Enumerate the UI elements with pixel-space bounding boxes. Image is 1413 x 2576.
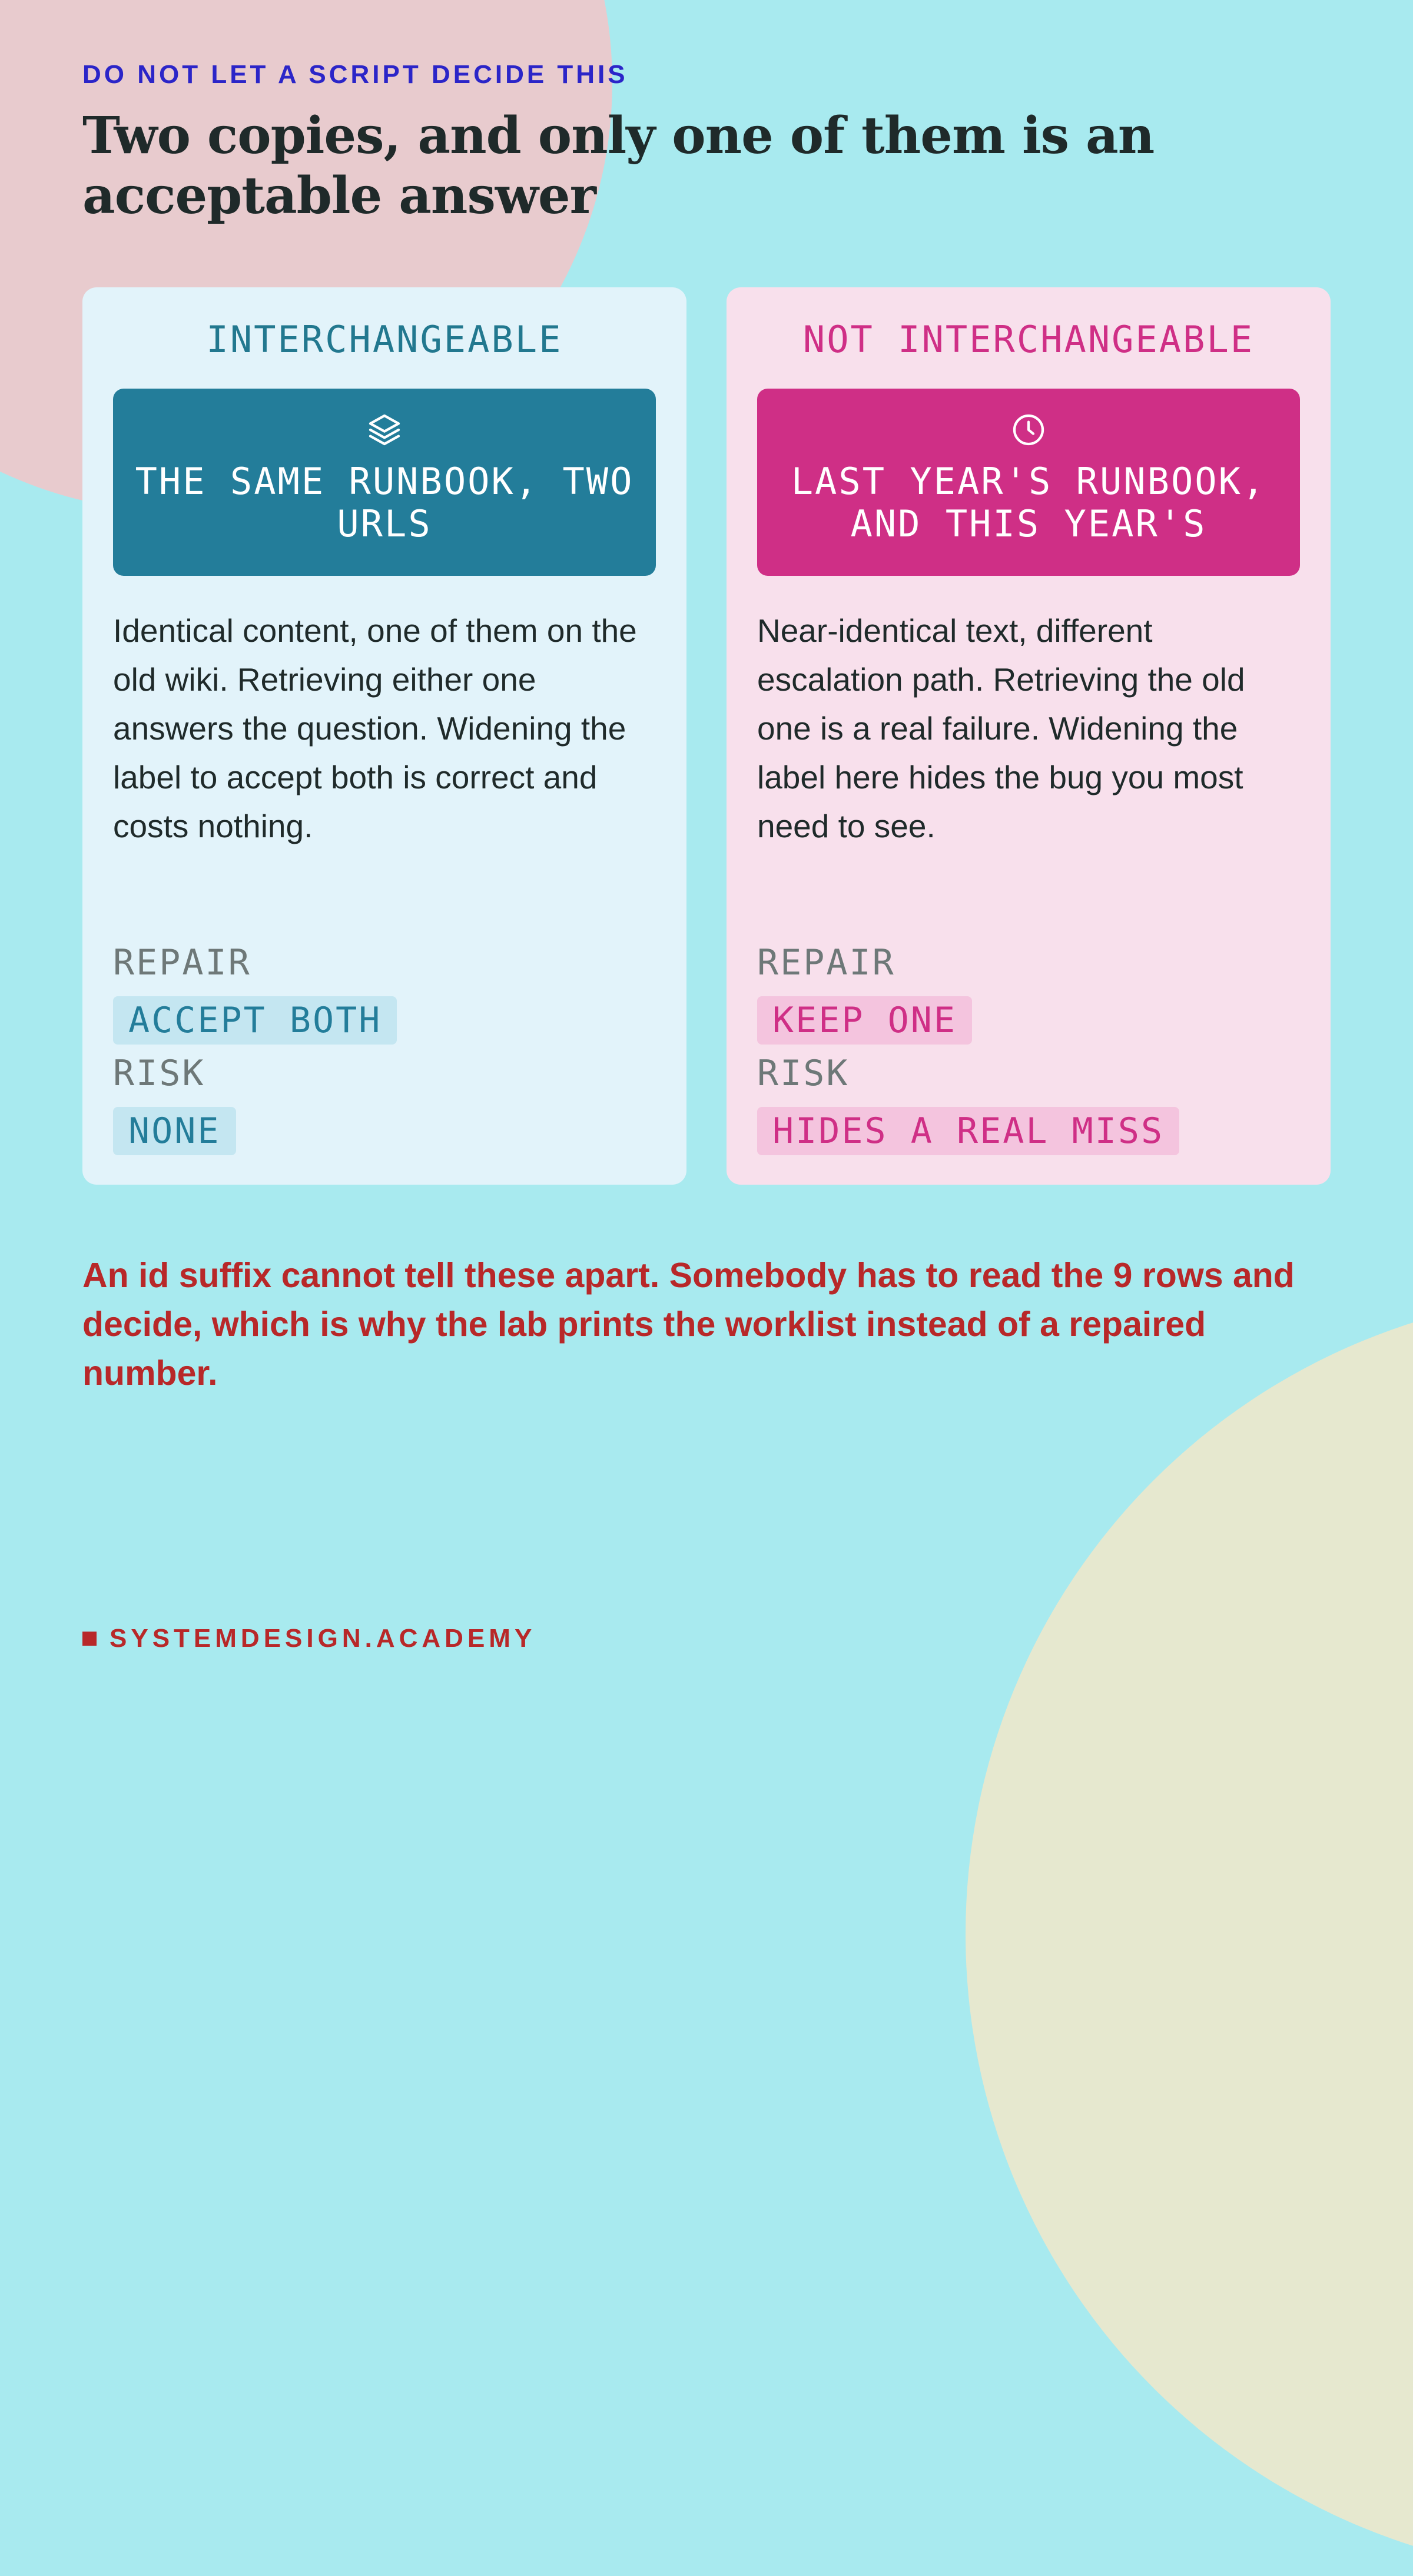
- risk-value-badge: NONE: [113, 1107, 236, 1155]
- callout-note: An id suffix cannot tell these apart. Somebody has to read the 9 rows and decide, which is why the lab prints the worklist instead of a repaired number.: [82, 1256, 1295, 1393]
- footer-brand: [82, 1624, 536, 1653]
- brand-name: SYSTEMDESIGN.ACADEMY: [110, 1624, 536, 1653]
- brand-square-icon: [82, 1632, 97, 1646]
- risk-label: RISK: [757, 1053, 850, 1094]
- card-banner: [113, 389, 656, 576]
- card-description: Near-identical text, different escalation path. Retrieving the old one is a real failure. Widening the label here hides the bug you most need to see.: [757, 612, 1245, 844]
- risk-value-badge: HIDES A REAL MISS: [757, 1107, 1179, 1155]
- repair-value-badge: ACCEPT BOTH: [113, 996, 397, 1045]
- clock-icon: [1010, 411, 1047, 449]
- card-banner: [757, 389, 1300, 576]
- card-description: Identical content, one of them on the old wiki. Retrieving either one answers the question. Widening the label to accept both is correct and costs nothing.: [113, 612, 637, 844]
- page-title: Two copies, and only one of them is an acceptable answer: [82, 106, 1155, 226]
- banner-text: LAST YEAR'S RUNBOOK, AND THIS YEAR'S: [791, 460, 1266, 545]
- repair-value-badge: KEEP ONE: [757, 996, 972, 1045]
- banner-text: THE SAME RUNBOOK, TWO URLS: [135, 460, 634, 545]
- card-label: NOT INTERCHANGEABLE: [802, 318, 1255, 361]
- repair-label: REPAIR: [757, 942, 895, 983]
- repair-label: REPAIR: [113, 942, 251, 983]
- risk-label: RISK: [113, 1053, 205, 1094]
- card-interchangeable: [82, 287, 686, 1185]
- layers-icon: [366, 411, 403, 449]
- eyebrow: DO NOT LET A SCRIPT DECIDE THIS: [82, 60, 628, 89]
- card-label: INTERCHANGEABLE: [206, 318, 563, 361]
- card-not-interchangeable: [727, 287, 1331, 1185]
